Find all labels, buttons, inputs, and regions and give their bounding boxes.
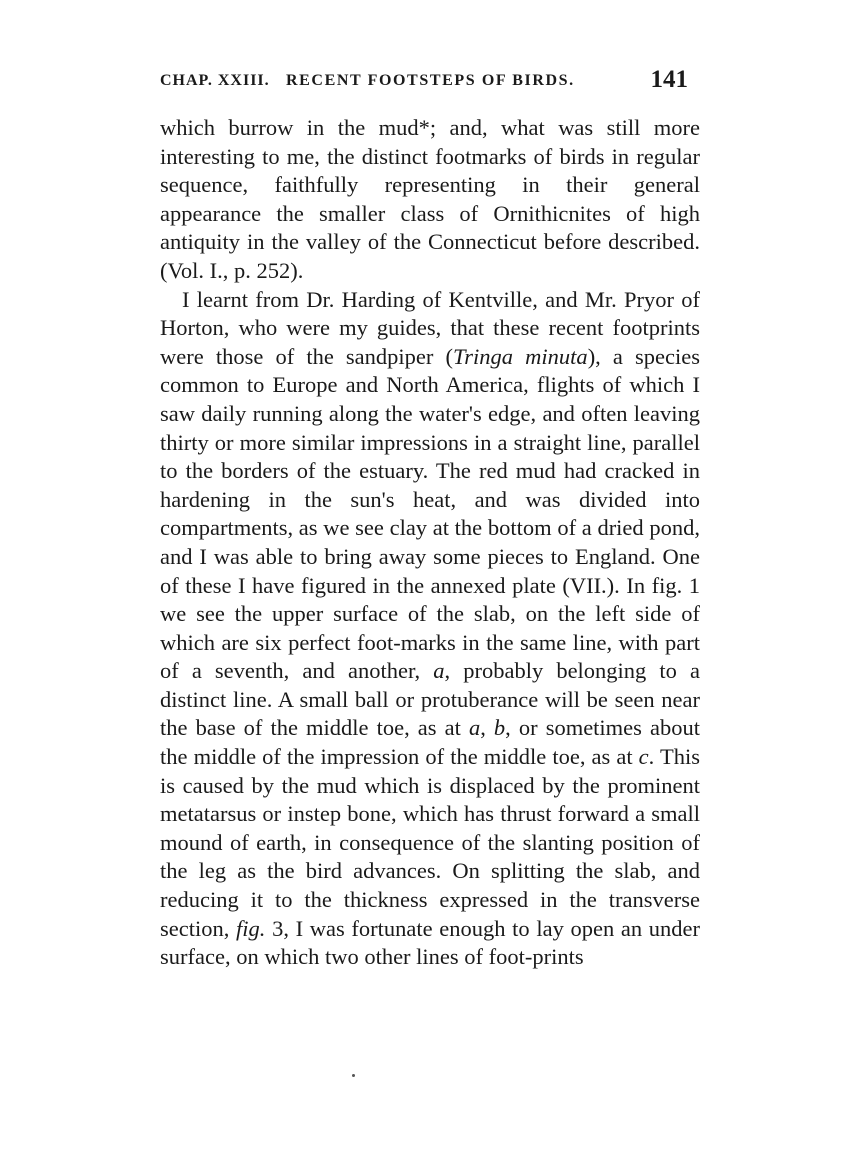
page-number: 141 [650,66,688,93]
italic-text: Tringa minuta [453,343,588,369]
italic-text: b [493,715,506,741]
italic-text: a [433,658,445,684]
text-run: , [480,715,494,741]
italic-text: c [638,744,649,770]
chapter-label: CHAP. XXIII. [160,72,270,89]
running-header [160,64,688,100]
body-text [160,114,700,972]
italic-text: a [468,715,481,741]
paragraph [160,114,700,286]
text-run: which burrow in the mud [160,115,419,140]
text-run: , probably belonging to a distinct line. A small ball or protuberance will be seen near the base of the middle toe, as at [160,658,700,741]
paragraph [160,286,700,972]
text-run: I learnt from Dr. Harding of Kentville, and Mr. Pryor of Horton, who were my guides, that these recent footprints were those of the sandpiper ( [160,286,700,369]
text-run: 3, I was fortunate enough to lay open an under surface, on which two other lines of foot-prints [160,915,701,970]
italic-text: fig. [236,915,266,941]
text-run: * [418,115,430,140]
text-run: , or sometimes about the middle of the impression of the middle toe, as at [160,715,700,770]
running-title: RECENT FOOTSTEPS OF BIRDS. [286,72,575,89]
text-run: ; and, what was still more interesting to me, the distinct footmarks of birds in regular sequence, faithfully representing in their general appearance the smaller class of Ornithicnites of high antiquity in the valley of the Connecticut before described. (Vol. I., p. 252). [160,115,700,283]
printer-mark [352,1074,355,1077]
text-run: . This is caused by the mud which is displaced by the prominent metatarsus or instep bone, which has thrust forward a small mound of earth, in consequence of the slanting position of the leg as the bird advances. On splitting the slab, and reducing it to the thickness expressed in the transverse section, [160,744,700,941]
text-run: ), a species common to Europe and North America, flights of which I saw daily running along the water's edge, and often leaving thirty or more similar impressions in a straight line, parallel to the borders of the estuary. The red mud had cracked in hardening in the sun's heat, and was divided into compartments, as we see clay at the bottom of a dried pond, and I was able to bring away some pieces to England. One of these I have figured in the annexed plate (VII.). In fig. 1 we see the upper surface of the slab, on the left side of which are six perfect foot-marks in the same line, with part of a seventh, and another, [160,343,701,684]
